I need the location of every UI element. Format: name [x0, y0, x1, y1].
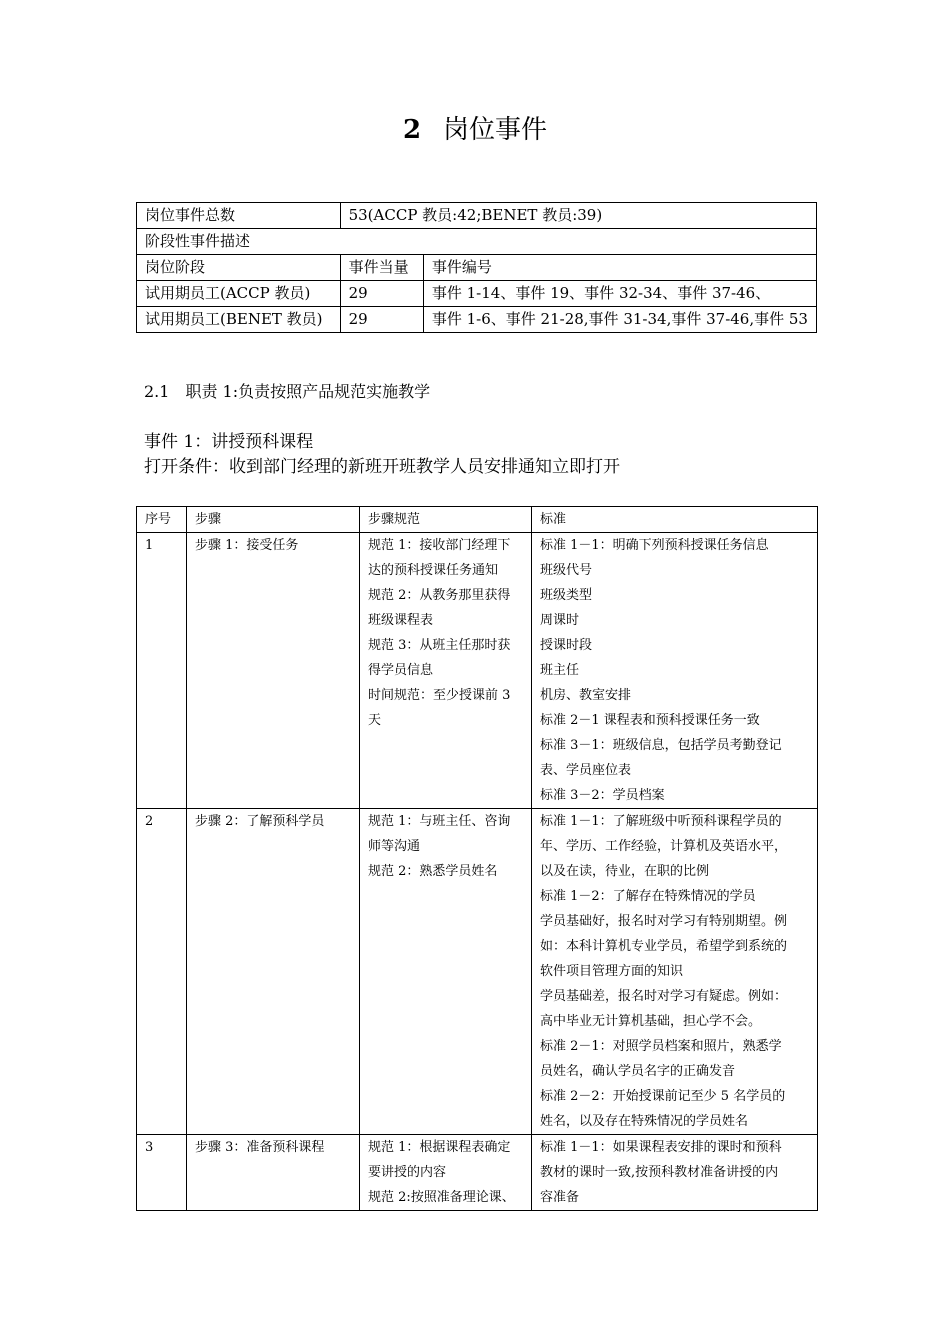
standard-cell-line: 机房、教室安排: [540, 688, 632, 703]
event-title: 事件 1：讲授预科课程: [144, 432, 314, 452]
table-header-row: [137, 507, 818, 533]
steps-body: [137, 533, 818, 1211]
count-cell: 29: [340, 281, 423, 307]
seq-cell: 3: [137, 1135, 187, 1211]
table-row: [137, 307, 817, 333]
standard-cell-line: 教材的课时一致,按预科教材准备讲授的内: [540, 1165, 779, 1180]
spec-cell-line: 要讲授的内容: [368, 1165, 447, 1180]
total-value: 53(ACCP 教员:42;BENET 教员:39): [340, 203, 816, 229]
header-step: 步骤: [187, 507, 360, 533]
header-ids: 事件编号: [423, 255, 816, 281]
table-row: [137, 809, 818, 1135]
spec-cell-line: 规范 2:按照准备理论课、: [368, 1190, 515, 1205]
spec-cell-line: 规范 1：根据课程表确定: [368, 1140, 511, 1155]
spec-cell: [360, 533, 532, 809]
standard-cell-line: 学员基础差，报名时对学习有疑虑。例如：: [540, 989, 788, 1004]
summary-table: [136, 202, 817, 333]
step-cell: 步骤 1：接受任务: [187, 533, 360, 809]
spec-cell-line: 规范 2：熟悉学员姓名: [368, 864, 498, 879]
spec-cell-line: 天: [368, 713, 382, 728]
standard-cell-line: 标准 2－1：对照学员档案和照片，熟悉学: [540, 1039, 782, 1054]
standard-cell-line: 班级代号: [540, 563, 593, 578]
table-row: [137, 1135, 818, 1211]
table-row: [137, 281, 817, 307]
standard-cell-line: 年、学历、工作经验，计算机及英语水平，: [540, 839, 788, 854]
standard-cell-line: 以及在读，待业，在职的比例: [540, 864, 710, 879]
standard-cell-line: 标准 3－2：学员档案: [540, 788, 665, 803]
standard-cell-line: 标准 1－1：明确下列预科授课任务信息: [540, 538, 769, 553]
standard-cell-line: 标准 1－2：了解存在特殊情况的学员: [540, 889, 756, 904]
standard-cell-line: 标准 3－1：班级信息，包括学员考勤登记: [540, 738, 782, 753]
stage-desc-label: 阶段性事件描述: [137, 229, 817, 255]
standard-cell-line: 如：本科计算机专业学员，希望学到系统的: [540, 939, 788, 954]
spec-cell-line: 规范 1：接收部门经理下: [368, 538, 511, 553]
standard-cell: [532, 533, 818, 809]
header-stage: 岗位阶段: [137, 255, 341, 281]
standard-cell-line: 标准 1－1：如果课程表安排的课时和预科: [540, 1140, 782, 1155]
chapter-title: 岗位事件: [443, 115, 548, 145]
spec-cell-line: 师等沟通: [368, 839, 421, 854]
section-heading: 2.1 职责 1:负责按照产品规范实施教学: [144, 382, 431, 401]
table-row: [137, 203, 817, 229]
standard-cell: [532, 809, 818, 1135]
ids-cell: 事件 1-6、事件 21-28,事件 31-34,事件 37-46,事件 53: [423, 307, 816, 333]
spec-cell-line: 时间规范：至少授课前 3: [368, 688, 511, 703]
header-standard: 标准: [532, 507, 818, 533]
table-row: [137, 229, 817, 255]
ids-cell: 事件 1-14、事件 19、事件 32-34、事件 37-46、: [423, 281, 816, 307]
spec-cell-line: 规范 1：与班主任、咨询: [368, 814, 511, 829]
page-title: [0, 112, 950, 148]
count-cell: 29: [340, 307, 423, 333]
standard-cell-line: 姓名，以及存在特殊情况的学员姓名: [540, 1114, 749, 1129]
standard-cell-line: 授课时段: [540, 638, 593, 653]
chapter-number: 2: [402, 115, 422, 145]
seq-cell: 2: [137, 809, 187, 1135]
total-label: 岗位事件总数: [137, 203, 341, 229]
standard-cell-line: 高中毕业无计算机基础，担心学不会。: [540, 1014, 762, 1029]
spec-cell-line: 规范 2：从教务那里获得: [368, 588, 511, 603]
table-header-row: [137, 255, 817, 281]
header-seq: 序号: [137, 507, 187, 533]
seq-cell: 1: [137, 533, 187, 809]
standard-cell-line: 软件项目管理方面的知识: [540, 964, 684, 979]
standard-cell-line: 员姓名，确认学员名字的正确发音: [540, 1064, 736, 1079]
spec-cell-line: 达的预科授课任务通知: [368, 563, 499, 578]
standard-cell-line: 标准 2－2：开始授课前记至少 5 名学员的: [540, 1089, 786, 1104]
standard-cell-line: 容准备: [540, 1190, 580, 1205]
header-count: 事件当量: [340, 255, 423, 281]
step-cell: 步骤 2：了解预科学员: [187, 809, 360, 1135]
stage-cell: 试用期员工(ACCP 教员): [137, 281, 341, 307]
steps-table: [136, 506, 818, 1211]
standard-cell-line: 表、学员座位表: [540, 763, 632, 778]
standard-cell-line: 标准 1－1：了解班级中听预科课程学员的: [540, 814, 782, 829]
spec-cell: [360, 809, 532, 1135]
standard-cell-line: 周课时: [540, 613, 580, 628]
spec-cell-line: 规范 3：从班主任那时获: [368, 638, 511, 653]
step-cell: 步骤 3：准备预科课程: [187, 1135, 360, 1211]
standard-cell-line: 标准 2－1 课程表和预科授课任务一致: [540, 713, 760, 728]
standard-cell: [532, 1135, 818, 1211]
table-row: [137, 533, 818, 809]
spec-cell-line: 班级课程表: [368, 613, 434, 628]
header-spec: 步骤规范: [360, 507, 532, 533]
spec-cell-line: 得学员信息: [368, 663, 434, 678]
spec-cell: [360, 1135, 532, 1211]
event-condition: 打开条件：收到部门经理的新班开班教学人员安排通知立即打开: [144, 457, 620, 477]
standard-cell-line: 班主任: [540, 663, 580, 678]
standard-cell-line: 学员基础好，报名时对学习有特别期望。例: [540, 914, 788, 929]
standard-cell-line: 班级类型: [540, 588, 593, 603]
stage-cell: 试用期员工(BENET 教员): [137, 307, 341, 333]
